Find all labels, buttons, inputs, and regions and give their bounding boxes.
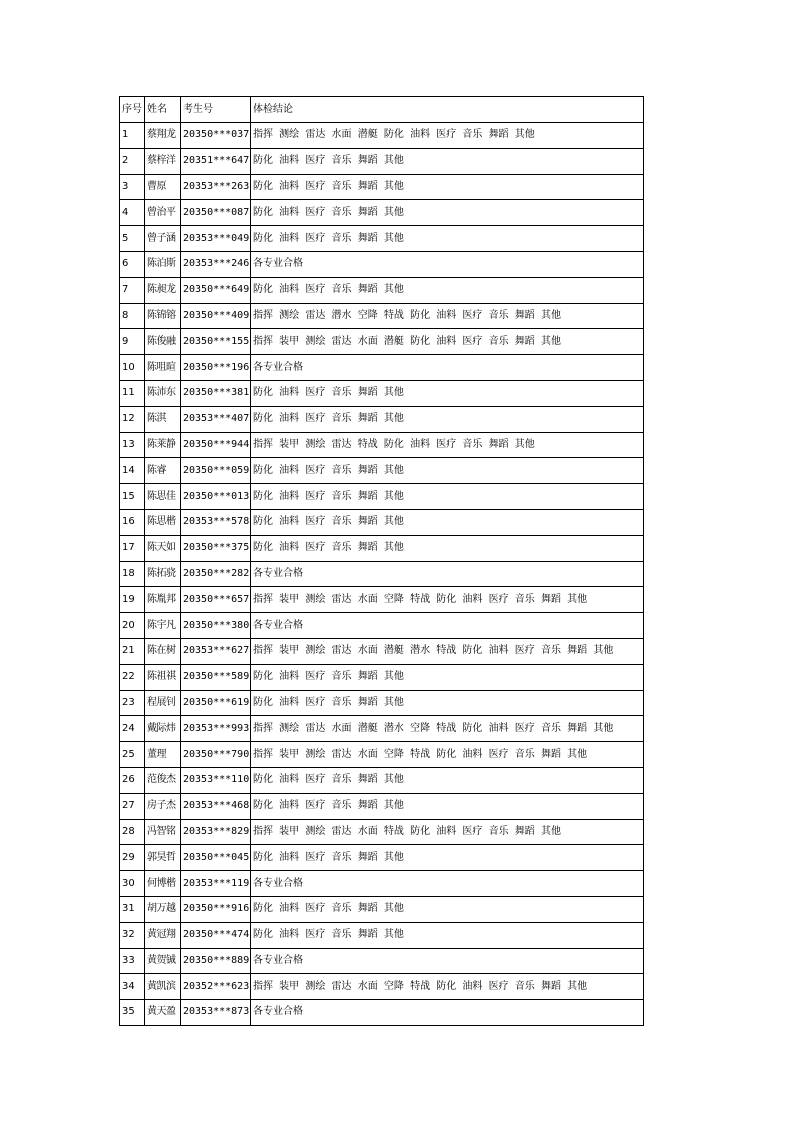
cell-name: 陈莱静 [145, 432, 181, 458]
table-row [120, 406, 644, 432]
cell-result: 防化 油料 医疗 音乐 舞蹈 其他 [251, 793, 644, 819]
cell-result: 防化 油料 医疗 音乐 舞蹈 其他 [251, 458, 644, 484]
cell-exam-id: 20353***829 [181, 819, 251, 845]
cell-result: 防化 油料 医疗 音乐 舞蹈 其他 [251, 380, 644, 406]
cell-exam-id: 20351***647 [181, 148, 251, 174]
cell-no: 26 [120, 767, 145, 793]
cell-result: 防化 油料 医疗 音乐 舞蹈 其他 [251, 896, 644, 922]
cell-result: 防化 油料 医疗 音乐 舞蹈 其他 [251, 509, 644, 535]
cell-no: 25 [120, 742, 145, 768]
cell-no: 8 [120, 303, 145, 329]
cell-exam-id: 20350***649 [181, 277, 251, 303]
cell-no: 13 [120, 432, 145, 458]
cell-no: 29 [120, 845, 145, 871]
cell-no: 32 [120, 922, 145, 948]
header-exam-id: 考生号 [181, 97, 251, 123]
cell-no: 12 [120, 406, 145, 432]
cell-name: 陈天如 [145, 535, 181, 561]
cell-name: 蔡翔龙 [145, 123, 181, 149]
table-row [120, 845, 644, 871]
cell-result: 指挥 装甲 测绘 雷达 水面 潜艇 潜水 特战 防化 油料 医疗 音乐 舞蹈 其他 [251, 638, 644, 664]
cell-no: 6 [120, 251, 145, 277]
cell-exam-id: 20350***196 [181, 355, 251, 381]
cell-exam-id: 20350***474 [181, 922, 251, 948]
cell-name: 陈宇凡 [145, 613, 181, 639]
cell-exam-id: 20350***155 [181, 329, 251, 355]
cell-name: 陈泊斯 [145, 251, 181, 277]
cell-exam-id: 20350***381 [181, 380, 251, 406]
cell-no: 33 [120, 948, 145, 974]
cell-no: 15 [120, 484, 145, 510]
cell-name: 曾治平 [145, 200, 181, 226]
cell-name: 陈在树 [145, 638, 181, 664]
cell-no: 2 [120, 148, 145, 174]
cell-name: 黄贺铖 [145, 948, 181, 974]
cell-no: 14 [120, 458, 145, 484]
cell-result: 防化 油料 医疗 音乐 舞蹈 其他 [251, 535, 644, 561]
cell-name: 陈祖祺 [145, 664, 181, 690]
table-row [120, 716, 644, 742]
cell-name: 董理 [145, 742, 181, 768]
table-row [120, 484, 644, 510]
cell-exam-id: 20350***889 [181, 948, 251, 974]
cell-result: 防化 油料 医疗 音乐 舞蹈 其他 [251, 226, 644, 252]
table-row [120, 509, 644, 535]
table-row [120, 148, 644, 174]
table-row [120, 793, 644, 819]
table-row [120, 767, 644, 793]
cell-name: 戴际炜 [145, 716, 181, 742]
cell-no: 28 [120, 819, 145, 845]
cell-no: 4 [120, 200, 145, 226]
cell-no: 31 [120, 896, 145, 922]
table-row [120, 1000, 644, 1026]
table-row [120, 638, 644, 664]
cell-name: 黄冠翔 [145, 922, 181, 948]
cell-name: 陈昶龙 [145, 277, 181, 303]
cell-exam-id: 20350***619 [181, 690, 251, 716]
table-row [120, 664, 644, 690]
table-row [120, 896, 644, 922]
cell-no: 16 [120, 509, 145, 535]
cell-result: 防化 油料 医疗 音乐 舞蹈 其他 [251, 200, 644, 226]
cell-name: 陈思楷 [145, 509, 181, 535]
cell-result: 各专业合格 [251, 355, 644, 381]
cell-no: 7 [120, 277, 145, 303]
table-row [120, 587, 644, 613]
cell-name: 郭昊哲 [145, 845, 181, 871]
cell-no: 9 [120, 329, 145, 355]
cell-result: 各专业合格 [251, 1000, 644, 1026]
cell-result: 防化 油料 医疗 音乐 舞蹈 其他 [251, 484, 644, 510]
cell-name: 陈淇 [145, 406, 181, 432]
cell-no: 5 [120, 226, 145, 252]
cell-result: 防化 油料 医疗 音乐 舞蹈 其他 [251, 277, 644, 303]
cell-name: 程展钊 [145, 690, 181, 716]
cell-name: 陈思佳 [145, 484, 181, 510]
table-row [120, 432, 644, 458]
table-row [120, 974, 644, 1000]
exam-results-table [119, 96, 644, 1026]
cell-exam-id: 20350***409 [181, 303, 251, 329]
table-row [120, 329, 644, 355]
cell-result: 指挥 测绘 雷达 水面 潜艇 防化 油料 医疗 音乐 舞蹈 其他 [251, 123, 644, 149]
cell-name: 曾子涵 [145, 226, 181, 252]
cell-result: 防化 油料 医疗 音乐 舞蹈 其他 [251, 845, 644, 871]
cell-name: 陈咀暄 [145, 355, 181, 381]
cell-result: 防化 油料 医疗 音乐 舞蹈 其他 [251, 664, 644, 690]
cell-no: 21 [120, 638, 145, 664]
table-header-row [120, 97, 644, 123]
header-name: 姓名 [145, 97, 181, 123]
table-row [120, 174, 644, 200]
cell-name: 黄凯滨 [145, 974, 181, 1000]
table-row [120, 922, 644, 948]
cell-name: 陈锦镕 [145, 303, 181, 329]
cell-name: 曹原 [145, 174, 181, 200]
cell-exam-id: 20353***873 [181, 1000, 251, 1026]
cell-no: 17 [120, 535, 145, 561]
table-row [120, 535, 644, 561]
table-body [120, 123, 644, 1026]
cell-name: 陈拓骁 [145, 561, 181, 587]
table-row [120, 277, 644, 303]
table-row [120, 561, 644, 587]
cell-exam-id: 20353***468 [181, 793, 251, 819]
cell-exam-id: 20353***578 [181, 509, 251, 535]
cell-name: 冯智铭 [145, 819, 181, 845]
cell-name: 房子杰 [145, 793, 181, 819]
table-row [120, 251, 644, 277]
cell-exam-id: 20350***657 [181, 587, 251, 613]
cell-result: 指挥 装甲 测绘 雷达 水面 特战 防化 油料 医疗 音乐 舞蹈 其他 [251, 819, 644, 845]
cell-no: 23 [120, 690, 145, 716]
table-row [120, 200, 644, 226]
table-row [120, 742, 644, 768]
cell-exam-id: 20353***049 [181, 226, 251, 252]
cell-exam-id: 20350***282 [181, 561, 251, 587]
cell-result: 指挥 测绘 雷达 水面 潜艇 潜水 空降 特战 防化 油料 医疗 音乐 舞蹈 其他 [251, 716, 644, 742]
cell-exam-id: 20350***790 [181, 742, 251, 768]
cell-name: 黄天盈 [145, 1000, 181, 1026]
cell-result: 指挥 装甲 测绘 雷达 水面 空降 特战 防化 油料 医疗 音乐 舞蹈 其他 [251, 587, 644, 613]
cell-no: 20 [120, 613, 145, 639]
table-row [120, 819, 644, 845]
table-row [120, 690, 644, 716]
table-row [120, 226, 644, 252]
table-row [120, 380, 644, 406]
table-row [120, 123, 644, 149]
cell-name: 陈睿 [145, 458, 181, 484]
cell-no: 22 [120, 664, 145, 690]
cell-no: 30 [120, 871, 145, 897]
cell-result: 防化 油料 医疗 音乐 舞蹈 其他 [251, 767, 644, 793]
cell-no: 10 [120, 355, 145, 381]
cell-result: 指挥 测绘 雷达 潜水 空降 特战 防化 油料 医疗 音乐 舞蹈 其他 [251, 303, 644, 329]
cell-result: 防化 油料 医疗 音乐 舞蹈 其他 [251, 174, 644, 200]
cell-no: 34 [120, 974, 145, 1000]
cell-name: 范俊杰 [145, 767, 181, 793]
cell-exam-id: 20350***380 [181, 613, 251, 639]
cell-no: 35 [120, 1000, 145, 1026]
cell-exam-id: 20352***623 [181, 974, 251, 1000]
cell-exam-id: 20353***627 [181, 638, 251, 664]
cell-name: 陈俊融 [145, 329, 181, 355]
cell-result: 防化 油料 医疗 音乐 舞蹈 其他 [251, 690, 644, 716]
cell-result: 各专业合格 [251, 613, 644, 639]
cell-name: 陈胤邦 [145, 587, 181, 613]
cell-result: 各专业合格 [251, 871, 644, 897]
cell-name: 胡万越 [145, 896, 181, 922]
cell-result: 指挥 装甲 测绘 雷达 水面 空降 特战 防化 油料 医疗 音乐 舞蹈 其他 [251, 974, 644, 1000]
cell-no: 24 [120, 716, 145, 742]
table-row [120, 355, 644, 381]
cell-result: 各专业合格 [251, 561, 644, 587]
cell-exam-id: 20350***013 [181, 484, 251, 510]
cell-no: 3 [120, 174, 145, 200]
cell-result: 防化 油料 医疗 音乐 舞蹈 其他 [251, 922, 644, 948]
cell-result: 各专业合格 [251, 948, 644, 974]
cell-exam-id: 20353***263 [181, 174, 251, 200]
table-row [120, 613, 644, 639]
header-result: 体检结论 [251, 97, 644, 123]
cell-no: 19 [120, 587, 145, 613]
cell-exam-id: 20353***407 [181, 406, 251, 432]
cell-result: 各专业合格 [251, 251, 644, 277]
cell-result: 指挥 装甲 测绘 雷达 水面 空降 特战 防化 油料 医疗 音乐 舞蹈 其他 [251, 742, 644, 768]
cell-name: 陈沛东 [145, 380, 181, 406]
header-no: 序号 [120, 97, 145, 123]
table-row [120, 458, 644, 484]
cell-no: 11 [120, 380, 145, 406]
cell-result: 指挥 装甲 测绘 雷达 水面 潜艇 防化 油料 医疗 音乐 舞蹈 其他 [251, 329, 644, 355]
cell-result: 防化 油料 医疗 音乐 舞蹈 其他 [251, 148, 644, 174]
cell-exam-id: 20350***916 [181, 896, 251, 922]
cell-no: 18 [120, 561, 145, 587]
cell-name: 何博楷 [145, 871, 181, 897]
cell-no: 27 [120, 793, 145, 819]
cell-exam-id: 20350***944 [181, 432, 251, 458]
cell-exam-id: 20353***993 [181, 716, 251, 742]
cell-no: 1 [120, 123, 145, 149]
cell-exam-id: 20350***087 [181, 200, 251, 226]
table-row [120, 303, 644, 329]
cell-exam-id: 20353***110 [181, 767, 251, 793]
cell-exam-id: 20350***037 [181, 123, 251, 149]
cell-exam-id: 20350***375 [181, 535, 251, 561]
table-row [120, 871, 644, 897]
table-row [120, 948, 644, 974]
cell-exam-id: 20350***045 [181, 845, 251, 871]
cell-result: 防化 油料 医疗 音乐 舞蹈 其他 [251, 406, 644, 432]
cell-name: 蔡梓洋 [145, 148, 181, 174]
results-sheet [119, 96, 644, 1026]
cell-exam-id: 20353***246 [181, 251, 251, 277]
cell-exam-id: 20350***589 [181, 664, 251, 690]
cell-exam-id: 20353***119 [181, 871, 251, 897]
cell-exam-id: 20350***059 [181, 458, 251, 484]
cell-result: 指挥 装甲 测绘 雷达 特战 防化 油料 医疗 音乐 舞蹈 其他 [251, 432, 644, 458]
